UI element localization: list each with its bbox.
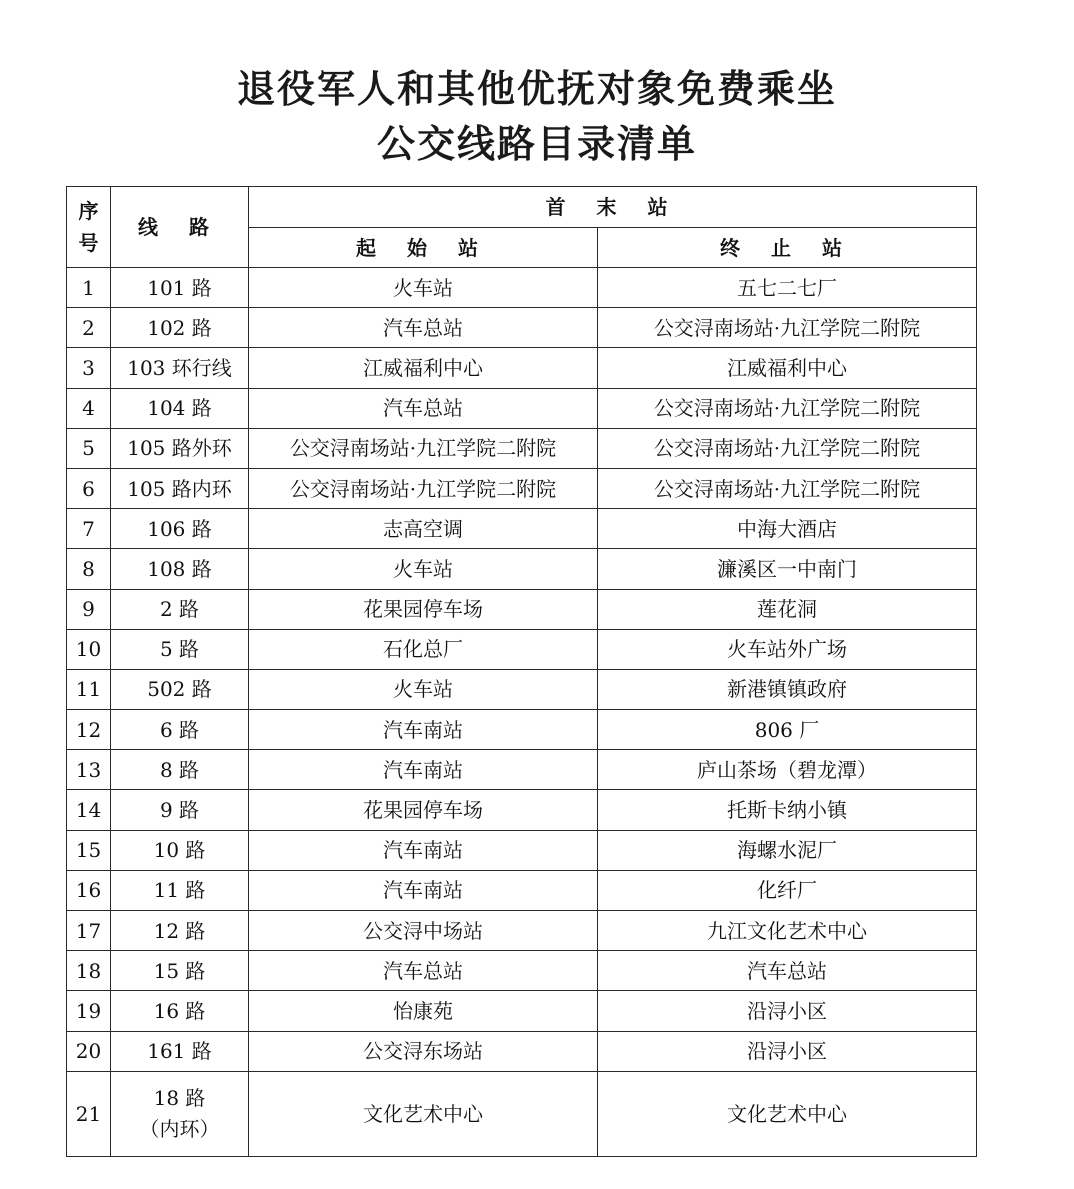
cell-route: 5 路 xyxy=(111,629,249,669)
cell-route: 12 路 xyxy=(111,911,249,951)
cell-end: 海螺水泥厂 xyxy=(598,830,977,870)
cell-start: 公交浔南场站·九江学院二附院 xyxy=(249,428,598,468)
document-title-line-2: 公交线路目录清单 xyxy=(376,122,697,166)
table-row xyxy=(67,509,977,549)
cell-start: 怡康苑 xyxy=(249,991,598,1031)
cell-start: 公交浔中场站 xyxy=(249,911,598,951)
cell-start: 公交浔南场站·九江学院二附院 xyxy=(249,468,598,508)
header-seq-top: 序 xyxy=(78,199,99,223)
table-body xyxy=(67,268,977,1157)
cell-route: 104 路 xyxy=(111,388,249,428)
cell-no: 11 xyxy=(67,669,111,709)
cell-start: 汽车南站 xyxy=(249,750,598,790)
cell-no: 13 xyxy=(67,750,111,790)
cell-start: 汽车总站 xyxy=(249,308,598,348)
cell-end: 九江文化艺术中心 xyxy=(598,911,977,951)
cell-no: 14 xyxy=(67,790,111,830)
table-row xyxy=(67,268,977,308)
cell-end: 庐山茶场（碧龙潭） xyxy=(598,750,977,790)
cell-route: 502 路 xyxy=(111,669,249,709)
cell-start: 火车站 xyxy=(249,549,598,589)
table-row xyxy=(67,1031,977,1071)
cell-route: 8 路 xyxy=(111,750,249,790)
cell-no: 5 xyxy=(67,428,111,468)
cell-end: 江威福利中心 xyxy=(598,348,977,388)
cell-no: 7 xyxy=(67,509,111,549)
cell-end: 公交浔南场站·九江学院二附院 xyxy=(598,428,977,468)
cell-route: 101 路 xyxy=(111,268,249,308)
cell-no: 21 xyxy=(67,1071,111,1156)
cell-start: 火车站 xyxy=(249,669,598,709)
cell-route: 15 路 xyxy=(111,951,249,991)
cell-end: 化纤厂 xyxy=(598,870,977,910)
cell-start: 花果园停车场 xyxy=(249,790,598,830)
header-terminals: 首 末 站 xyxy=(249,187,977,228)
header-route: 线 路 xyxy=(111,187,249,268)
cell-route: 11 路 xyxy=(111,870,249,910)
header-seq-bottom: 号 xyxy=(78,231,99,255)
cell-end: 公交浔南场站·九江学院二附院 xyxy=(598,388,977,428)
cell-route: 9 路 xyxy=(111,790,249,830)
cell-end: 五七二七厂 xyxy=(598,268,977,308)
cell-start: 汽车总站 xyxy=(249,951,598,991)
cell-route: 105 路内环 xyxy=(111,468,249,508)
header-start-station: 起 始 站 xyxy=(249,228,598,268)
cell-end: 濂溪区一中南门 xyxy=(598,549,977,589)
cell-start: 文化艺术中心 xyxy=(249,1071,598,1156)
cell-start: 汽车总站 xyxy=(249,388,598,428)
table-row xyxy=(67,951,977,991)
cell-start: 江威福利中心 xyxy=(249,348,598,388)
cell-end: 新港镇镇政府 xyxy=(598,669,977,709)
table-row xyxy=(67,629,977,669)
cell-start: 花果园停车场 xyxy=(249,589,598,629)
table-row xyxy=(67,1071,977,1156)
cell-route: 2 路 xyxy=(111,589,249,629)
cell-no: 15 xyxy=(67,830,111,870)
cell-no: 2 xyxy=(67,308,111,348)
table-row xyxy=(67,348,977,388)
cell-no: 9 xyxy=(67,589,111,629)
cell-route: 108 路 xyxy=(111,549,249,589)
cell-no: 12 xyxy=(67,710,111,750)
cell-end: 沿浔小区 xyxy=(598,991,977,1031)
cell-route: 161 路 xyxy=(111,1031,249,1071)
cell-end: 中海大酒店 xyxy=(598,509,977,549)
cell-start: 火车站 xyxy=(249,268,598,308)
table-row xyxy=(67,388,977,428)
table-row xyxy=(67,911,977,951)
table-row xyxy=(67,589,977,629)
cell-end: 托斯卡纳小镇 xyxy=(598,790,977,830)
table-row xyxy=(67,308,977,348)
cell-route: 103 环行线 xyxy=(111,348,249,388)
table-row xyxy=(67,669,977,709)
table-row xyxy=(67,870,977,910)
cell-end: 莲花洞 xyxy=(598,589,977,629)
table-row xyxy=(67,830,977,870)
cell-route: 106 路 xyxy=(111,509,249,549)
cell-end: 公交浔南场站·九江学院二附院 xyxy=(598,468,977,508)
header-end-station: 终 止 站 xyxy=(598,228,977,268)
cell-no: 17 xyxy=(67,911,111,951)
cell-no: 18 xyxy=(67,951,111,991)
cell-start: 汽车南站 xyxy=(249,830,598,870)
cell-route-line-2: （内环） xyxy=(139,1116,220,1141)
cell-route: 6 路 xyxy=(111,710,249,750)
cell-no: 4 xyxy=(67,388,111,428)
bus-route-table xyxy=(66,186,977,1157)
cell-end: 汽车总站 xyxy=(598,951,977,991)
document-title-line-1: 退役军人和其他优抚对象免费乘坐 xyxy=(236,67,837,111)
table-row xyxy=(67,991,977,1031)
cell-route: 10 路 xyxy=(111,830,249,870)
table-row xyxy=(67,428,977,468)
cell-start: 志高空调 xyxy=(249,509,598,549)
cell-no: 6 xyxy=(67,468,111,508)
cell-start: 石化总厂 xyxy=(249,629,598,669)
cell-no: 10 xyxy=(67,629,111,669)
cell-route: 16 路 xyxy=(111,991,249,1031)
cell-no: 1 xyxy=(67,268,111,308)
cell-end: 806 厂 xyxy=(598,710,977,750)
cell-start: 汽车南站 xyxy=(249,710,598,750)
cell-end: 文化艺术中心 xyxy=(598,1071,977,1156)
cell-no: 3 xyxy=(67,348,111,388)
cell-no: 20 xyxy=(67,1031,111,1071)
table-row xyxy=(67,468,977,508)
cell-route-line-1: 18 路 xyxy=(153,1085,206,1110)
cell-no: 19 xyxy=(67,991,111,1031)
cell-end: 沿浔小区 xyxy=(598,1031,977,1071)
cell-route: 105 路外环 xyxy=(111,428,249,468)
cell-no: 16 xyxy=(67,870,111,910)
table-row xyxy=(67,549,977,589)
cell-start: 公交浔东场站 xyxy=(249,1031,598,1071)
table-row xyxy=(67,710,977,750)
table-row xyxy=(67,790,977,830)
header-seq xyxy=(67,187,111,268)
table-row xyxy=(67,750,977,790)
cell-no: 8 xyxy=(67,549,111,589)
cell-route: 102 路 xyxy=(111,308,249,348)
cell-end: 火车站外广场 xyxy=(598,629,977,669)
cell-start: 汽车南站 xyxy=(249,870,598,910)
cell-route xyxy=(111,1071,249,1156)
cell-end: 公交浔南场站·九江学院二附院 xyxy=(598,308,977,348)
